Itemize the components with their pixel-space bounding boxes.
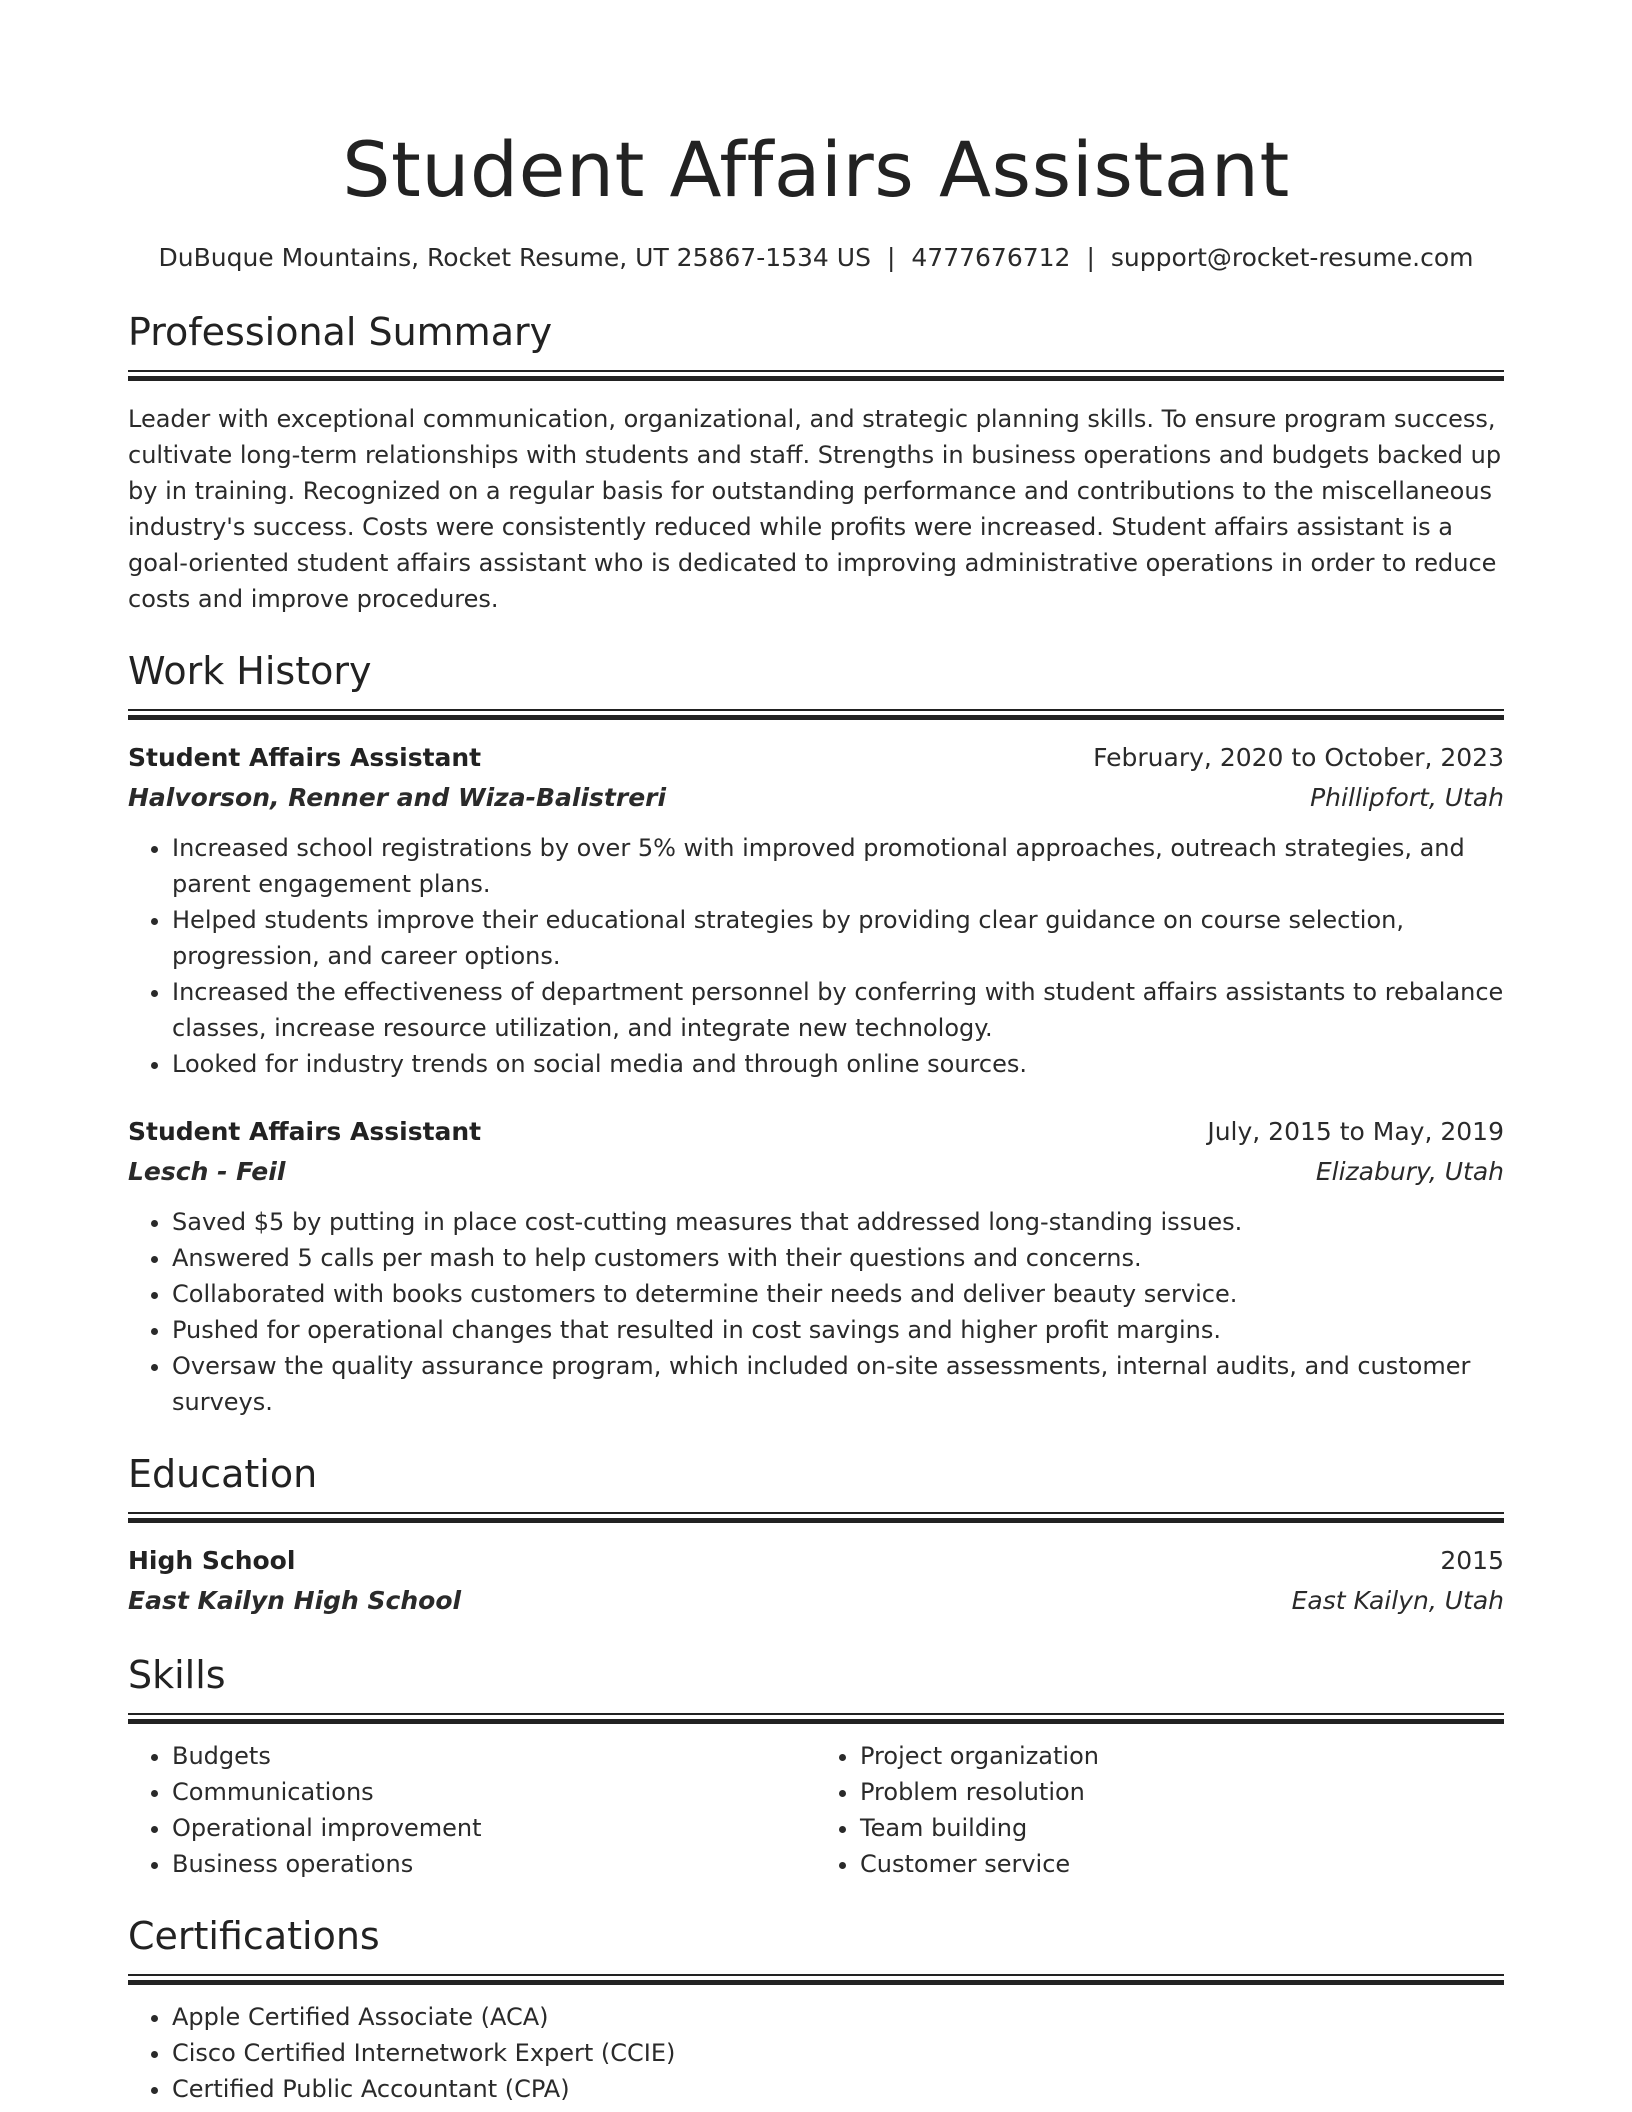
education-location: East Kailyn, Utah	[1291, 1586, 1504, 1615]
list-item: • Oversaw the quality assurance program, which included on-site assessments, internal audits, and customer surveys.	[172, 1348, 1504, 1420]
education-year: 2015	[1440, 1546, 1504, 1575]
job-company: Lesch - Feil	[128, 1157, 286, 1186]
list-item: • Helped students improve their educational strategies by providing clear guidance on course selection, progression, and career options.	[172, 902, 1504, 974]
certifications-list	[128, 1999, 1504, 2107]
job-entry	[128, 1112, 1504, 1420]
skills-list-left	[128, 1738, 816, 1882]
work-history-section	[128, 645, 1504, 1420]
list-item: • Cisco Certified Internetwork Expert (CCIE)	[172, 2035, 1504, 2071]
section-title-work-history: Work History	[128, 649, 372, 693]
contact-email: support@rocket-resume.com	[1110, 243, 1474, 272]
job-entry	[128, 738, 1504, 1082]
list-item: • Team building	[860, 1810, 1504, 1846]
job-dates: February, 2020 to October, 2023	[1093, 743, 1504, 772]
contact-line	[128, 238, 1504, 278]
section-divider	[128, 370, 1504, 381]
education-entry	[128, 1541, 1504, 1621]
contact-separator: |	[1086, 243, 1095, 272]
list-item: • Saved $5 by putting in place cost-cutting measures that addressed long-standing issues.	[172, 1204, 1504, 1240]
job-bullets	[128, 830, 1504, 1082]
list-item: • Looked for industry trends on social media and through online sources.	[172, 1046, 1504, 1082]
list-item: • Pushed for operational changes that resulted in cost savings and higher profit margins.	[172, 1312, 1504, 1348]
list-item: • Project organization	[860, 1738, 1504, 1774]
list-item: • Certified Public Accountant (CPA)	[172, 2071, 1504, 2107]
section-divider	[128, 709, 1504, 720]
list-item: • Increased school registrations by over 5% with improved promotional approaches, outreach strategies, and parent engagement plans.	[172, 830, 1504, 902]
contact-phone: 4777676712	[911, 243, 1071, 272]
job-position: Student Affairs Assistant	[128, 1117, 482, 1146]
job-location: Elizabury, Utah	[1315, 1157, 1504, 1186]
education-school: East Kailyn High School	[128, 1586, 462, 1615]
contact-separator: |	[886, 243, 896, 272]
skills-section	[128, 1649, 1504, 1882]
job-dates: July, 2015 to May, 2019	[1207, 1117, 1504, 1146]
section-title-summary: Professional Summary	[128, 310, 553, 354]
list-item: • Budgets	[172, 1738, 816, 1774]
section-title-education: Education	[128, 1452, 318, 1496]
resume-page	[128, 120, 1504, 2107]
section-divider	[128, 1713, 1504, 1724]
section-divider	[128, 1512, 1504, 1523]
skills-columns	[128, 1738, 1504, 1882]
section-title-skills: Skills	[128, 1653, 226, 1697]
job-bullets	[128, 1204, 1504, 1420]
list-item: • Business operations	[172, 1846, 816, 1882]
skills-list-right	[816, 1738, 1504, 1882]
summary-text: Leader with exceptional communication, organizational, and strategic planning skills. To ensure program success, cultivate long-term relationships with students and staff. Strengths in business operations and budgets backed up by in training. Recognized on a regular basis for outstanding performance and contributions to the miscellaneous industry's success. Costs were consistently reduced while profits were increased. Student affairs assistant is a goal-oriented student affairs assistant who is dedicated to improving administrative operations in order to reduce costs and improve procedures.	[128, 405, 1502, 613]
list-item: • Answered 5 calls per mash to help customers with their questions and concerns.	[172, 1240, 1504, 1276]
summary-section	[128, 306, 1504, 617]
job-company: Halvorson, Renner and Wiza-Balistreri	[128, 783, 667, 812]
education-degree: High School	[128, 1546, 296, 1575]
list-item: • Operational improvement	[172, 1810, 816, 1846]
list-item: • Communications	[172, 1774, 816, 1810]
list-item: • Customer service	[860, 1846, 1504, 1882]
certifications-section	[128, 1910, 1504, 2107]
job-position: Student Affairs Assistant	[128, 743, 482, 772]
list-item: • Collaborated with books customers to determine their needs and deliver beauty service.	[172, 1276, 1504, 1312]
list-item: • Increased the effectiveness of department personnel by conferring with student affairs assistants to rebalance classes, increase resource utilization, and integrate new technology.	[172, 974, 1504, 1046]
section-divider	[128, 1974, 1504, 1985]
list-item: • Problem resolution	[860, 1774, 1504, 1810]
list-item: • Apple Certified Associate (ACA)	[172, 1999, 1504, 2035]
contact-address: DuBuque Mountains, Rocket Resume, UT 25867-1534 US	[158, 243, 871, 272]
job-location: Phillipfort, Utah	[1310, 783, 1504, 812]
education-section	[128, 1448, 1504, 1621]
candidate-name: Student Affairs Assistant	[342, 125, 1290, 214]
section-title-certifications: Certifications	[128, 1914, 380, 1958]
